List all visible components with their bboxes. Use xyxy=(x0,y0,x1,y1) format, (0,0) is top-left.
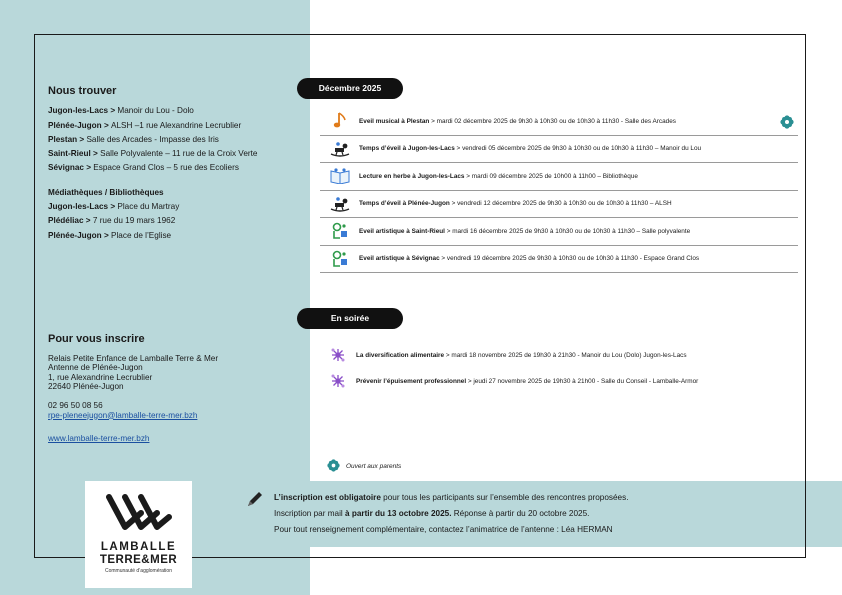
flower-purple-icon xyxy=(320,373,356,389)
phone-number: 02 96 50 08 56 xyxy=(48,400,103,410)
note-line: Pour tout renseignement complémentaire, contactez l’animatrice de l’antenne : Léa HERMAN xyxy=(274,525,613,534)
event-row: Temps d’éveil à Plénée-Jugon > vendredi 12 décembre 2025 de 9h30 à 10h30 ou de 10h30 à 11h30 – ALSH xyxy=(320,191,798,219)
library-row: Plénée-Jugon > Place de l’Eglise xyxy=(48,230,172,240)
lamballe-logo xyxy=(85,481,192,588)
address-line: Relais Petite Enfance de Lamballe Terre & Mer xyxy=(48,353,219,363)
event-row: Lecture en herbe à Jugon-les-Lacs > mardi 09 décembre 2025 de 10h00 à 11h00 – Bibliothèque xyxy=(320,163,798,191)
location-row: Plestan > Salle des Arcades - Impasse des Iris xyxy=(48,134,219,144)
website-link[interactable]: www.lamballe-terre-mer.bzh xyxy=(48,434,150,444)
event-row: Eveil musical à Plestan > mardi 02 décembre 2025 de 9h30 à 10h30 ou de 10h30 à 11h30 - Salle des Arcades xyxy=(320,108,798,136)
registration-note xyxy=(274,490,834,538)
address-line: 1, rue Alexandrine Lecrublier xyxy=(48,372,153,382)
address-line: Antenne de Plénée-Jugon xyxy=(48,363,143,373)
painting-icon xyxy=(320,220,359,242)
parents-flower-icon xyxy=(327,459,340,474)
location-row: Jugon-les-Lacs > Manoir du Lou - Dolo xyxy=(48,106,194,116)
evening-events xyxy=(320,342,798,394)
event-row: Eveil artistique à Saint-Rieul > mardi 16 décembre 2025 de 9h30 à 10h30 ou de 10h30 à 11h30 – Salle polyvalente xyxy=(320,218,798,246)
locations-title: Nous trouver xyxy=(48,85,117,97)
registration-title: Pour vous inscrire xyxy=(48,333,145,345)
location-row: Sévignac > Espace Grand Clos – 5 rue des Ecoliers xyxy=(48,163,239,173)
book-icon xyxy=(320,165,359,187)
logo-line3: Communauté d’agglomération xyxy=(105,568,172,574)
flower-purple-icon xyxy=(320,347,356,363)
location-row: Plénée-Jugon > ALSH –1 rue Alexandrine Lecrublier xyxy=(48,120,242,130)
pencil-icon xyxy=(246,490,264,513)
event-row: Prévenir l’épuisement professionnel > jeudi 27 novembre 2025 de 19h30 à 21h00 - Salle du Conseil - Lamballe-Armor xyxy=(320,368,798,394)
rocking-horse-icon xyxy=(320,138,359,160)
parents-flower-icon xyxy=(780,115,794,131)
note-line: Inscription par mail à partir du 13 octobre 2025. Réponse à partir du 20 octobre 2025. xyxy=(274,509,590,518)
evening-pill: En soirée xyxy=(297,308,403,329)
address-line: 22640 Plénée-Jugon xyxy=(48,382,124,392)
location-row: Saint-Rieul > Salle Polyvalente – 11 rue de la Croix Verte xyxy=(48,149,258,159)
music-note-icon xyxy=(320,110,359,132)
event-row: Eveil artistique à Sévignac > vendredi 19 décembre 2025 de 9h30 à 10h30 ou de 10h30 à 11h30 - Espace Grand Clos xyxy=(320,246,798,274)
december-pill: Décembre 2025 xyxy=(297,78,403,99)
libraries-title: Médiathèques / Bibliothèques xyxy=(48,187,164,197)
logo-line1: LAMBALLE xyxy=(100,541,177,553)
locations-section xyxy=(48,84,306,243)
legend-label: Ouvert aux parents xyxy=(346,463,402,470)
library-row: Plédéliac > 7 rue du 19 mars 1962 xyxy=(48,216,176,226)
legend xyxy=(327,459,401,474)
library-row: Jugon-les-Lacs > Place du Martray xyxy=(48,202,180,212)
event-row: Temps d’éveil à Jugon-les-Lacs > vendredi 05 décembre 2025 de 9h30 à 10h30 ou de 10h30 à 11h30 – Manoir du Lou xyxy=(320,136,798,164)
december-events xyxy=(320,108,798,273)
email-link[interactable]: rpe-pleneejugon@lamballe-terre-mer.bzh xyxy=(48,410,198,420)
rocking-horse-icon xyxy=(320,193,359,215)
registration-section xyxy=(48,335,306,444)
logo-mark-icon xyxy=(103,493,175,539)
painting-icon xyxy=(320,248,359,270)
logo-line2: TERRE&MER xyxy=(99,554,178,566)
event-row: La diversification alimentaire > mardi 18 novembre 2025 de 19h30 à 21h30 - Manoir du Lou (Dolo) Jugon-les-Lacs xyxy=(320,342,798,368)
note-line: L’inscription est obligatoire pour tous les participants sur l’ensemble des rencontres proposées. xyxy=(274,493,629,502)
